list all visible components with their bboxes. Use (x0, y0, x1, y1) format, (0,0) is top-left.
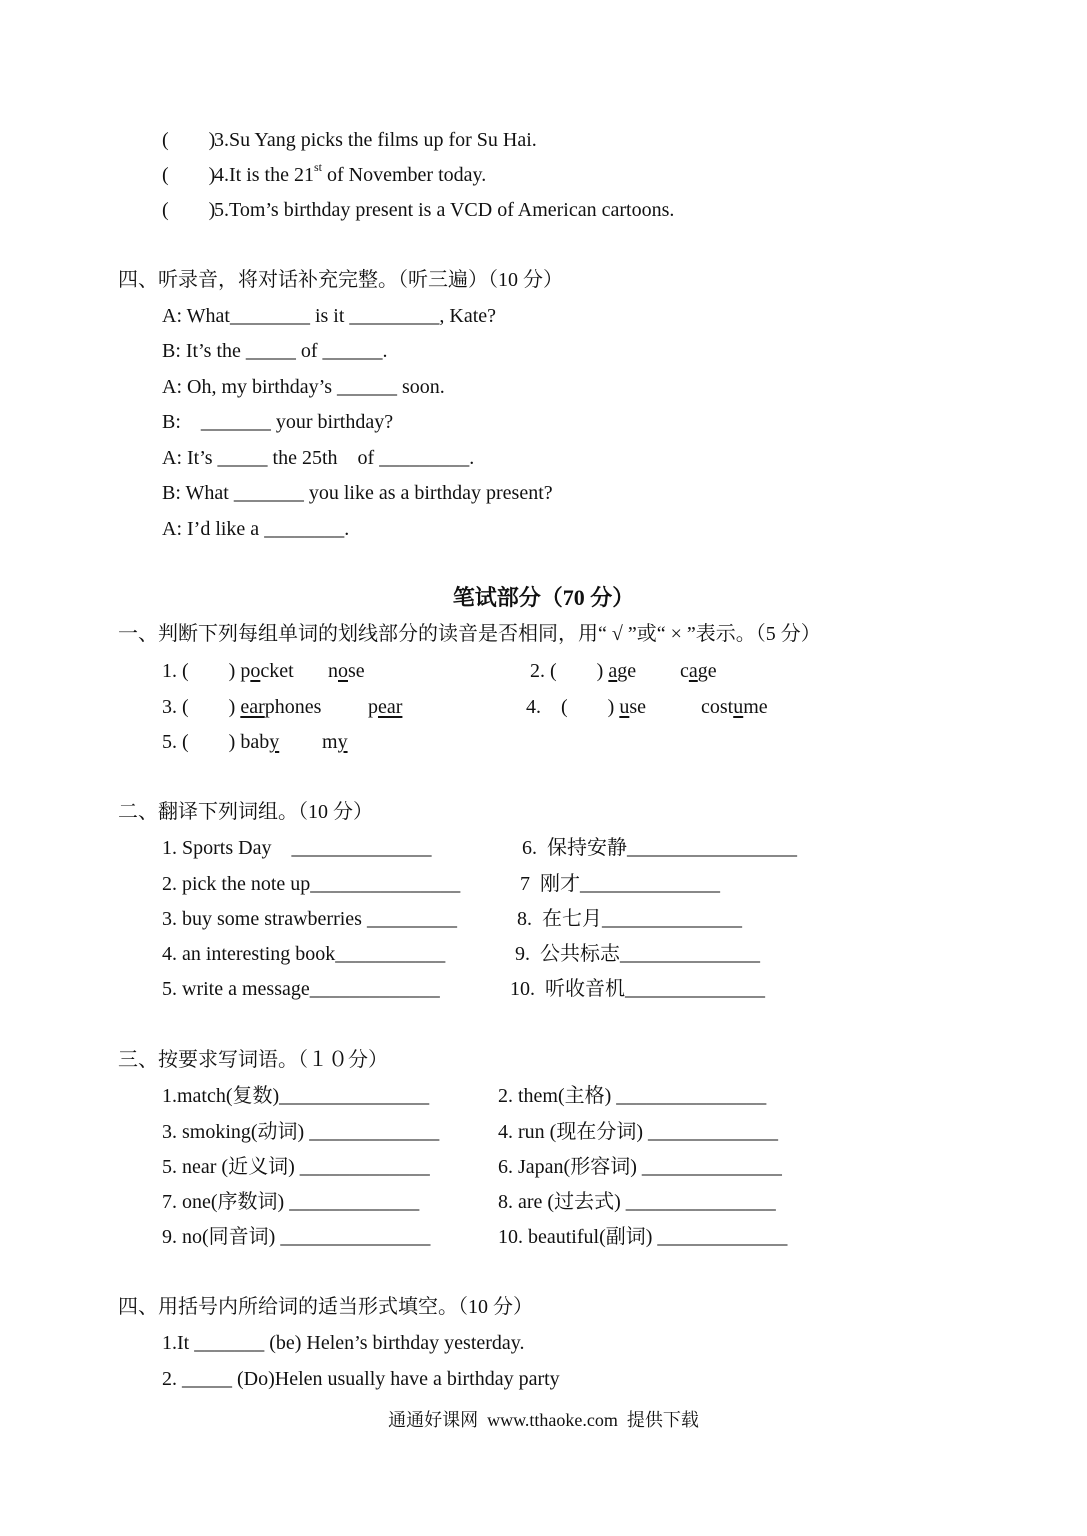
word-part: me (743, 696, 768, 718)
underlined-part: u (733, 696, 744, 718)
word-part: se (629, 696, 646, 718)
dialog-line: B: It’s the _____ of ______. (162, 340, 388, 362)
tf-item-4-a: 4.It is the 21 (214, 164, 314, 186)
sec3-heading: 三、按要求写词语。（１０分） (118, 1049, 388, 1071)
fill-item: 1.It _______ (be) Helen’s birthday yesterday. (162, 1332, 525, 1354)
word-part: cost (701, 696, 734, 718)
underlined-part: y (269, 731, 280, 753)
translate-item: 3. buy some strawberries _________ (162, 908, 457, 930)
translate-item: 5. write a message_____________ (162, 978, 440, 1000)
translate-item: 2. pick the note up_______________ (162, 873, 461, 895)
phonics-item-2-word2 (680, 659, 717, 683)
dialog-line: B: _______ your birthday? (162, 411, 394, 433)
phonics-num: 5. ( ) (162, 731, 236, 753)
translate-item: 9. 公共标志______________ (515, 943, 760, 965)
phonics-num: 2. ( ) (530, 660, 604, 682)
underlined-part: ear (240, 696, 265, 718)
phonics-item-5 (162, 730, 279, 754)
tf-item-4-b: of November today. (322, 164, 487, 186)
word-form-item: 9. no(同音词) _______________ (162, 1226, 431, 1248)
listen4-heading: 四、听录音，将对话补充完整。（听三遍）（10 分） (118, 269, 563, 291)
word-part: p (368, 696, 378, 718)
phonics-item-4 (526, 695, 646, 719)
word-part: p (235, 660, 251, 682)
translate-item: 8. 在七月______________ (517, 908, 742, 930)
dialog-line: A: I’d like a ________. (162, 518, 350, 540)
word-form-item: 6. Japan(形容词) ______________ (498, 1156, 782, 1178)
tf-paren-5: ( ) (162, 199, 216, 221)
underlined-part: o (250, 660, 261, 682)
word-part: ge (617, 660, 637, 682)
fill-item: 2. _____ (Do)Helen usually have a birthday party (162, 1368, 560, 1390)
word-form-item: 1.match(复数)_______________ (162, 1085, 430, 1107)
word-form-item: 10. beautiful(副词) _____________ (498, 1226, 788, 1248)
word-part: c (680, 660, 689, 682)
page-footer: 通通好课网 www.tthaoke.com 提供下载 (388, 1410, 699, 1430)
word-form-item: 5. near (近义词) _____________ (162, 1156, 430, 1178)
phonics-item-1-word2 (328, 659, 365, 683)
dialog-line: A: What________ is it _________, Kate? (162, 305, 497, 327)
translate-item: 6. 保持安静_________________ (522, 837, 797, 859)
word-form-item: 8. are (过去式) _______________ (498, 1191, 776, 1213)
sec4-heading: 四、用括号内所给词的适当形式填空。（10 分） (118, 1296, 533, 1318)
translate-item: 1. Sports Day ______________ (162, 837, 432, 859)
word-form-item: 2. them(主格) _______________ (498, 1085, 767, 1107)
translate-item: 4. an interesting book___________ (162, 943, 446, 965)
tf-item-3: 3.Su Yang picks the films up for Su Hai. (214, 129, 537, 151)
underlined-part: a (688, 660, 698, 682)
translate-item: 7 刚才______________ (520, 873, 720, 895)
word-part: ge (697, 660, 717, 682)
tf-item-4-sup: st (314, 160, 323, 175)
dialog-line: A: Oh, my birthday’s ______ soon. (162, 376, 445, 398)
underlined-part: u (619, 696, 630, 718)
word-part: cket (260, 660, 294, 682)
word-part: bab (235, 731, 270, 753)
phonics-item-3-word2 (368, 695, 402, 719)
word-form-item: 3. smoking(动词) _____________ (162, 1121, 440, 1143)
word-part: n (328, 660, 338, 682)
phonics-item-5-word2 (322, 730, 348, 754)
sec2-heading: 二、翻译下列词组。（10 分） (118, 801, 373, 823)
underlined-part: o (338, 660, 348, 682)
word-form-item: 4. run (现在分词) _____________ (498, 1121, 778, 1143)
word-part: phones (264, 696, 322, 718)
phonics-item-4-word2 (701, 695, 768, 719)
word-form-item: 7. one(序数词) _____________ (162, 1191, 420, 1213)
word-part: m (322, 731, 338, 753)
phonics-num: 3. ( ) (162, 696, 236, 718)
tf-paren-3: ( ) (162, 129, 216, 151)
written-part-title: 笔试部分（70 分） (452, 585, 635, 610)
tf-item-5: 5.Tom’s birthday present is a VCD of American cartoons. (214, 199, 675, 221)
tf-paren-4: ( ) (162, 164, 216, 186)
tf-item-4 (214, 160, 487, 187)
underlined-part: y (337, 731, 348, 753)
dialog-line: B: What _______ you like as a birthday present? (162, 482, 553, 504)
phonics-item-1 (162, 659, 294, 683)
underlined-part: a (608, 660, 618, 682)
phonics-num: 1. ( ) (162, 660, 236, 682)
word-part: se (348, 660, 365, 682)
underlined-part: ear (378, 696, 403, 718)
dialog-line: A: It’s _____ the 25th of _________. (162, 447, 475, 469)
phonics-item-2 (530, 659, 636, 683)
sec1-heading: 一、判断下列每组单词的划线部分的读音是否相同，用“ √ ”或“ × ”表示。（5 分） (118, 623, 821, 645)
translate-item: 10. 听收音机______________ (510, 978, 765, 1000)
phonics-item-3 (162, 695, 321, 719)
phonics-num: 4. ( ) (526, 696, 615, 718)
